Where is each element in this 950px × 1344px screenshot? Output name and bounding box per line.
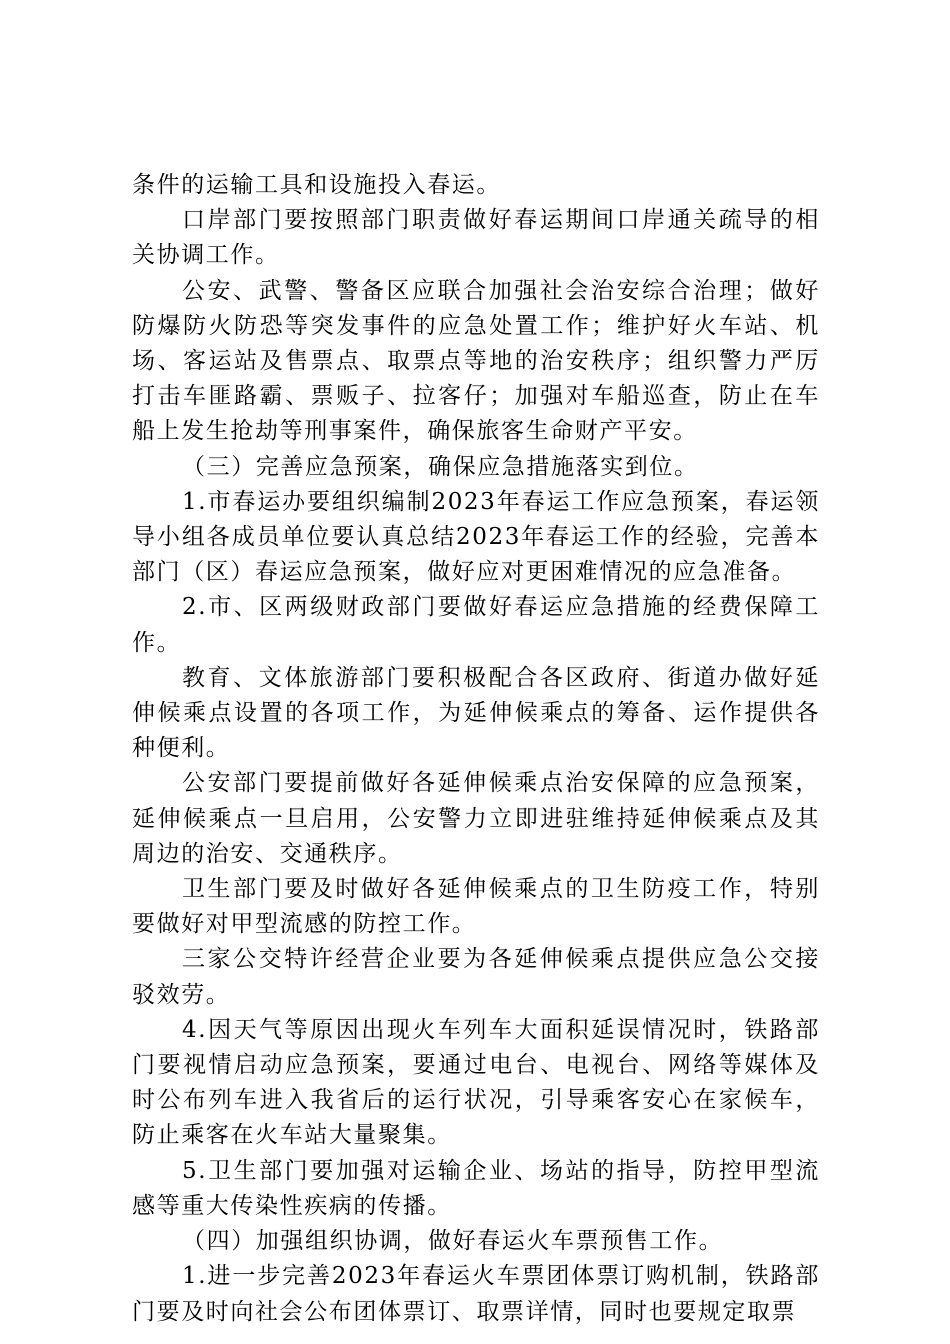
section-heading-4: （四）加强组织协调，做好春运火车票预售工作。 [182, 1228, 724, 1255]
paragraph-6: 2.市、区两级财政部门要做好春运应急措施的经费保障工作。 [132, 594, 820, 656]
paragraph-14: 1.进一步完善2023年春运火车票团体票订购机制，铁路部门要及时向社会公布团体票订、取票详情，同时也要规定取票 [132, 1263, 820, 1325]
paragraph-12: 5.卫生部门要加强对运输企业、场站的指导，防控甲型流感等重大传染性疾病的传播。 [132, 1157, 820, 1219]
paragraph-1: 条件的运输工具和设施投入春运。 [132, 172, 501, 198]
section-heading-3: （三）完善应急预案，确保应急措施落实到位。 [182, 453, 699, 480]
paragraph-9: 卫生部门要及时做好各延伸候乘点的卫生防疫工作，特别要做好对甲型流感的防控工作。 [132, 876, 820, 938]
paragraph-10: 三家公交特许经营企业要为各延伸候乘点提供应急公交接驳效劳。 [132, 946, 820, 1008]
paragraph-5: 1.市春运办要组织编制2023年春运工作应急预案，春运领导小组各成员单位要认真总结2023年春运工作的经验，完善本部门（区）春运应急预案，做好应对更困难情况的应急准备。 [132, 488, 820, 586]
paragraph-7: 教育、文体旅游部门要积极配合各区政府、街道办做好延伸候乘点设置的各项工作，为延伸候乘点的筹备、运作提供各种便利。 [132, 664, 820, 762]
paragraph-3: 公安、武警、警备区应联合加强社会治安综合治理；做好防爆防火防恐等突发事件的应急处置工作；维护好火车站、机场、客运站及售票点、取票点等地的治安秩序；组织警力严厉打击车匪路霸、票贩子、拉客仔；加强对车船巡查，防止在车船上发生抢劫等刑事案件，确保旅客生命财产平安。 [132, 277, 820, 445]
paragraph-8: 公安部门要提前做好各延伸候乘点治安保障的应急预案，延伸候乘点一旦启用，公安警力立即进驻维持延伸候乘点及其周边的治安、交通秩序。 [132, 770, 820, 867]
paragraph-11: 4.因天气等原因出现火车列车大面积延误情况时，铁路部门要视情启动应急预案，要通过电台、电视台、网络等媒体及时公布列车进入我省后的运行状况，引导乘客安心在家候车，防止乘客在火车站大量聚集。 [132, 1016, 820, 1149]
document-body [132, 168, 820, 1330]
paragraph-2: 口岸部门要按照部门职责做好春运期间口岸通关疏导的相关协调工作。 [132, 207, 820, 269]
